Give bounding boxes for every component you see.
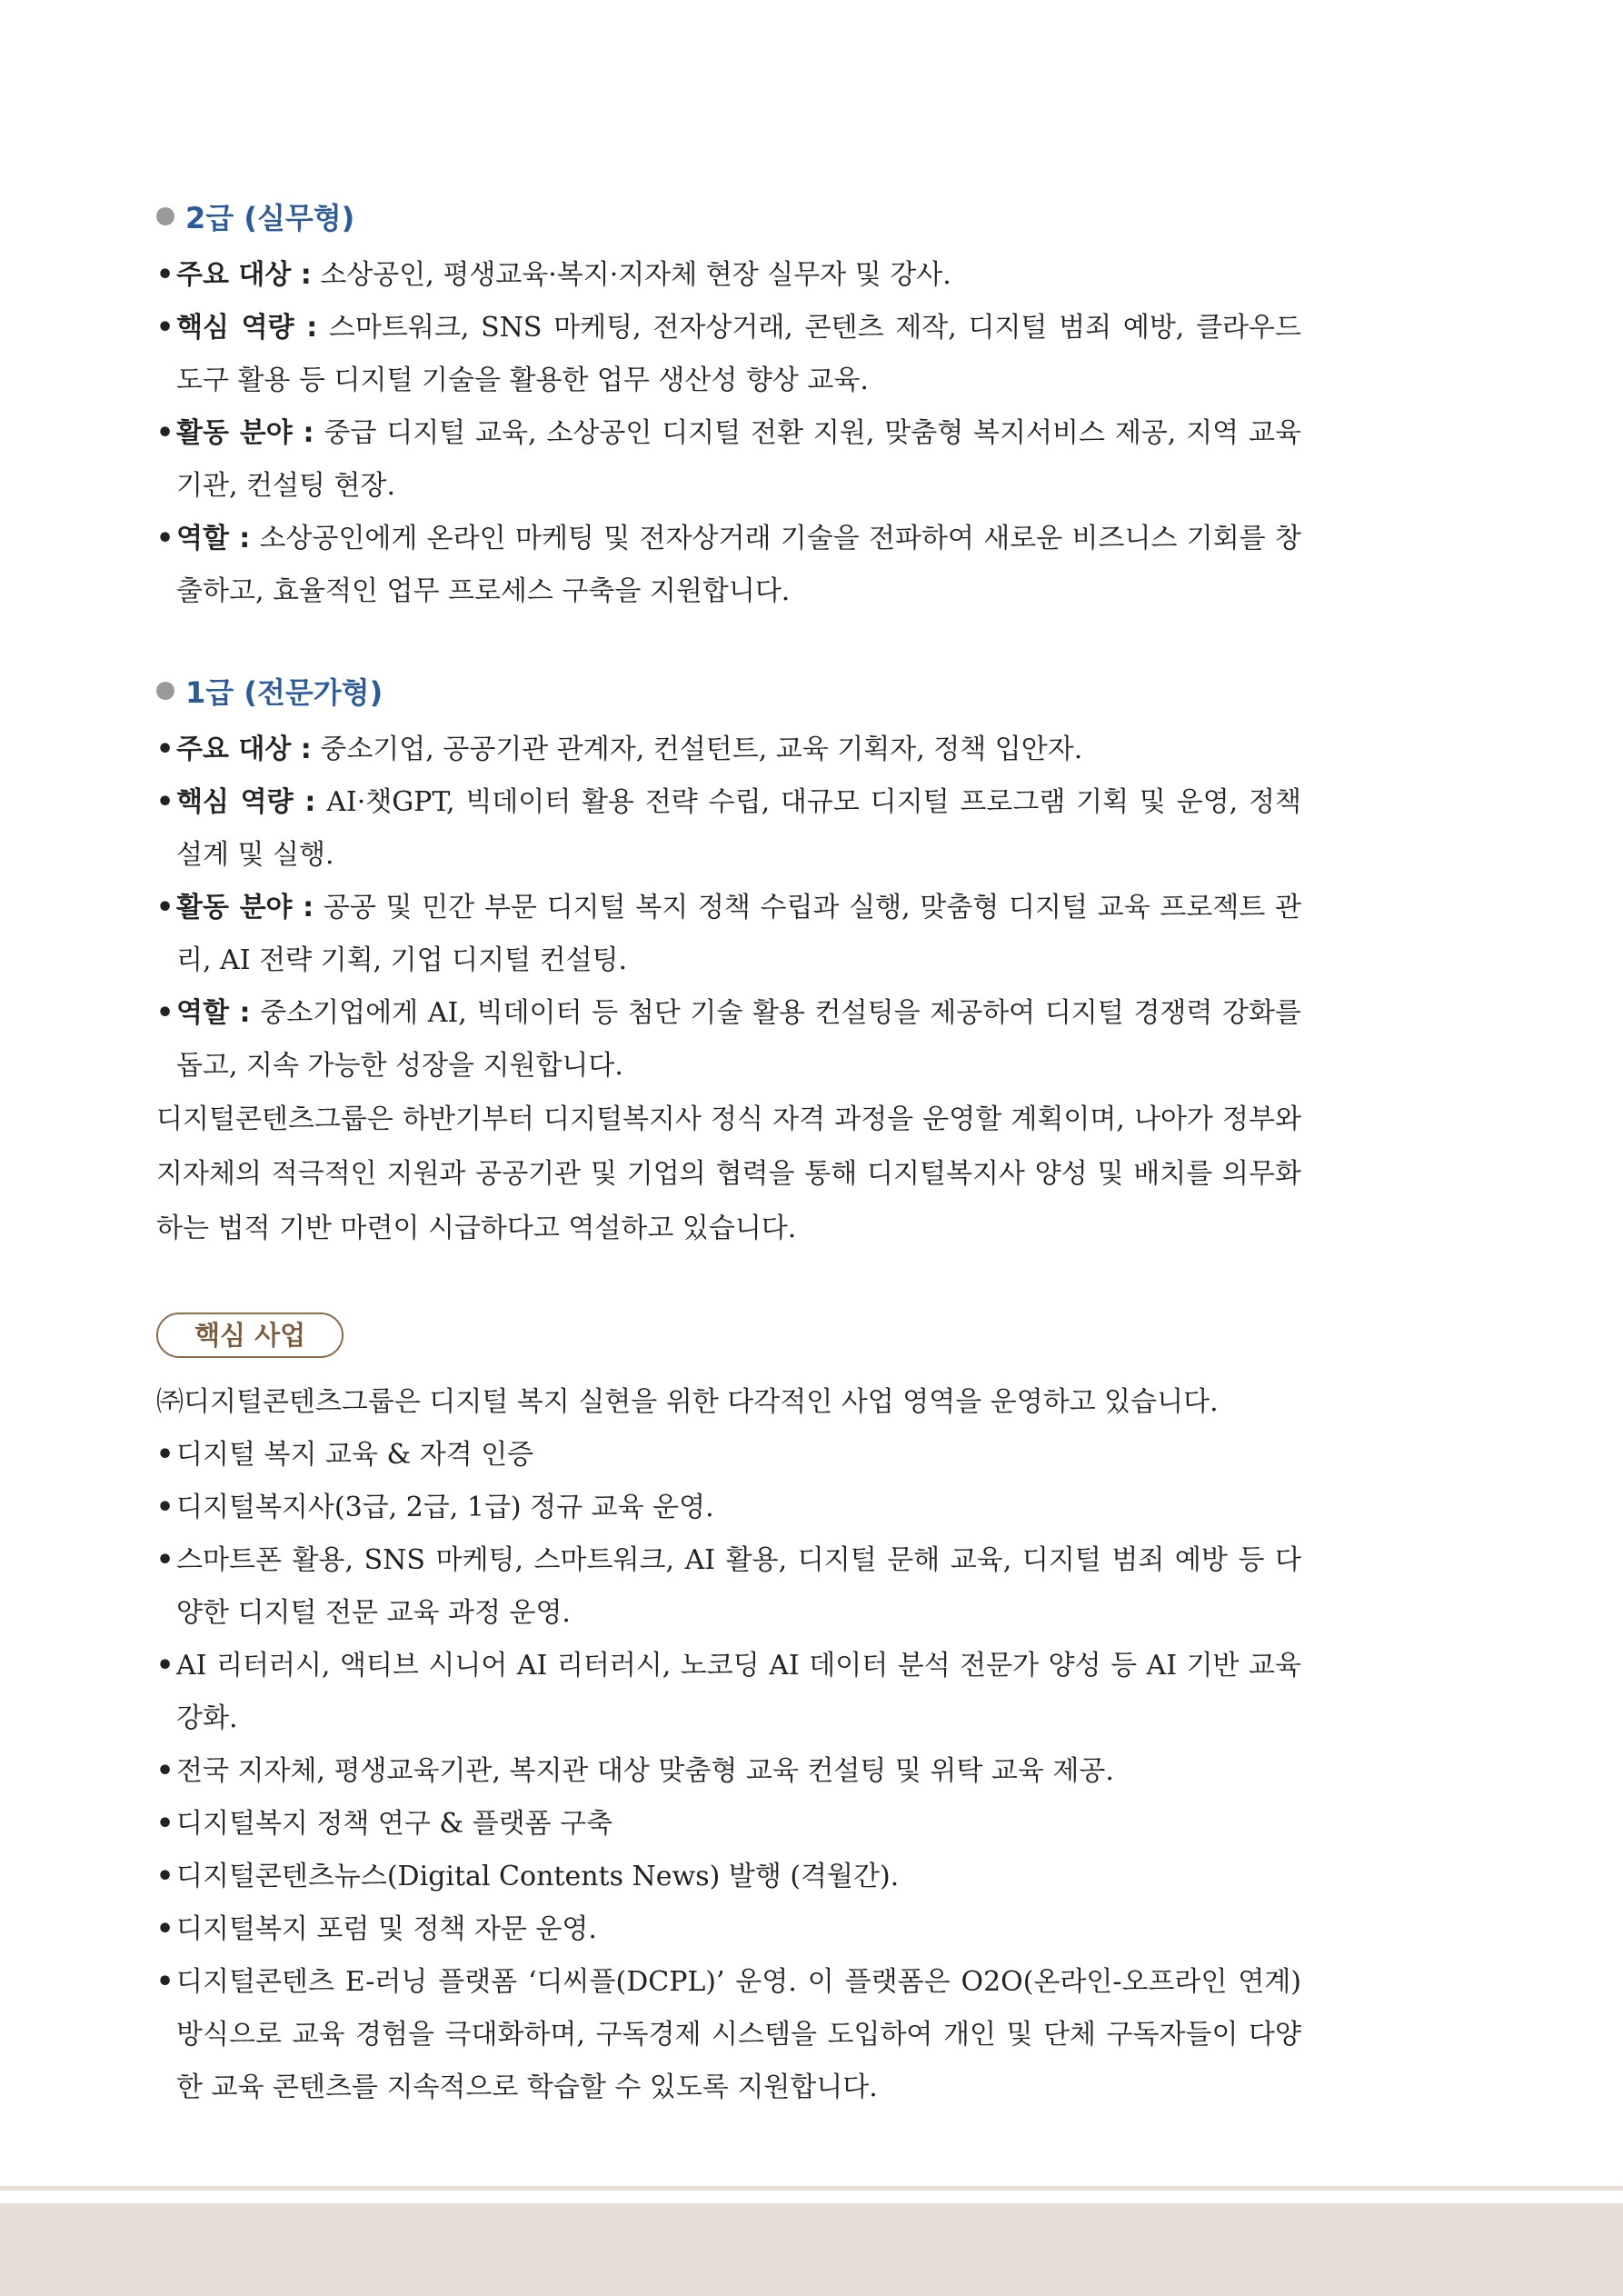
list-item: • 주요 대상 : 중소기업, 공공기관 관계자, 컨설턴트, 교육 기획자, 정책 입안자. [156, 724, 1301, 776]
grade2-heading-text: 2급 (실무형) [185, 201, 355, 235]
grade1-heading [156, 665, 1301, 716]
list-item: • 활동 분야 : 중급 디지털 교육, 소상공인 디지털 전환 지원, 맞춤형 복지서비스 제공, 지역 교육기관, 컨설팅 현장. [156, 407, 1301, 513]
document-page [156, 191, 1301, 2114]
core-heading-row [156, 1313, 1301, 1363]
list-item: • 역할 : 중소기업에게 AI, 빅데이터 등 첨단 기술 활용 컨설팅을 제공하여 디지털 경쟁력 강화를 돕고, 지속 가능한 성장을 지원합니다. [156, 987, 1301, 1093]
list-item: • 전국 지자체, 평생교육기관, 복지관 대상 맞춤형 교육 컨설팅 및 위탁 교육 제공. [156, 1745, 1301, 1798]
list-item: • AI 리터러시, 액티브 시니어 AI 리터러시, 노코딩 AI 데이터 분석 전문가 양성 등 AI 기반 교육 강화. [156, 1640, 1301, 1745]
list-item: • 디지털콘텐츠 E-러닝 플랫폼 ‘디씨플(DCPL)’ 운영. 이 플랫폼은 O2O(온라인-오프라인 연계) 방식으로 교육 경험을 극대화하며, 구독경제 시스템을 도입하여 개인 및 단체 구독자들이 다양한 교육 콘텐츠를 지속적으로 학습할 수 있도록 지원합니다. [156, 1956, 1301, 2114]
list-item: • 디지털 복지 교육 & 자격 인증 [156, 1429, 1301, 1482]
list-item: • 디지털콘텐츠뉴스(Digital Contents News) 발행 (격월간). [156, 1851, 1301, 1903]
grade2-list [156, 249, 1301, 618]
footer-band [0, 2203, 1623, 2296]
list-item: • 핵심 역량 : 스마트워크, SNS 마케팅, 전자상거래, 콘텐츠 제작, 디지털 범죄 예방, 클라우드 도구 활용 등 디지털 기술을 활용한 업무 생산성 향상 교육. [156, 302, 1301, 407]
grade2-heading [156, 191, 1301, 242]
list-item: • 역할 : 소상공인에게 온라인 마케팅 및 전자상거래 기술을 전파하여 새로운 비즈니스 기회를 창출하고, 효율적인 업무 프로세스 구축을 지원합니다. [156, 513, 1301, 618]
core-list [156, 1429, 1301, 2114]
list-item: • 주요 대상 : 소상공인, 평생교육·복지·지자체 현장 실무자 및 강사. [156, 249, 1301, 302]
list-item: • 핵심 역량 : AI·챗GPT, 빅데이터 활용 전략 수립, 대규모 디지털 프로그램 기획 및 운영, 정책 설계 및 실행. [156, 776, 1301, 882]
footer-divider [0, 2186, 1623, 2191]
grade1-list [156, 724, 1301, 1093]
list-item: • 활동 분야 : 공공 및 민간 부문 디지털 복지 정책 수립과 실행, 맞춤형 디지털 교육 프로젝트 관리, AI 전략 기획, 기업 디지털 컨설팅. [156, 882, 1301, 987]
list-item: • 디지털복지 정책 연구 & 플랫폼 구축 [156, 1798, 1301, 1851]
core-business-pill: 핵심 사업 [156, 1313, 344, 1358]
grade1-heading-text: 1급 (전문가형) [185, 675, 383, 710]
list-item: • 디지털복지사(3급, 2급, 1급) 정규 교육 운영. [156, 1482, 1301, 1534]
bullet-dot-icon [156, 207, 174, 225]
bullet-dot-icon [156, 682, 174, 700]
summary-paragraph: 디지털콘텐츠그룹은 하반기부터 디지털복지사 정식 자격 과정을 운영할 계획이며, 나아가 정부와 지자체의 적극적인 지원과 공공기관 및 기업의 협력을 통해 디지털복지사 양성 및 배치를 의무화하는 법적 기반 마련이 시급하다고 역설하고 있습니다. [156, 1103, 1301, 1244]
list-item: • 디지털복지 포럼 및 정책 자문 운영. [156, 1903, 1301, 1956]
core-intro: ㈜디지털콘텐츠그룹은 디지털 복지 실현을 위한 다각적인 사업 영역을 운영하고 있습니다. [156, 1386, 1219, 1418]
list-item: • 스마트폰 활용, SNS 마케팅, 스마트워크, AI 활용, 디지털 문해 교육, 디지털 범죄 예방 등 다양한 디지털 전문 교육 과정 운영. [156, 1534, 1301, 1640]
